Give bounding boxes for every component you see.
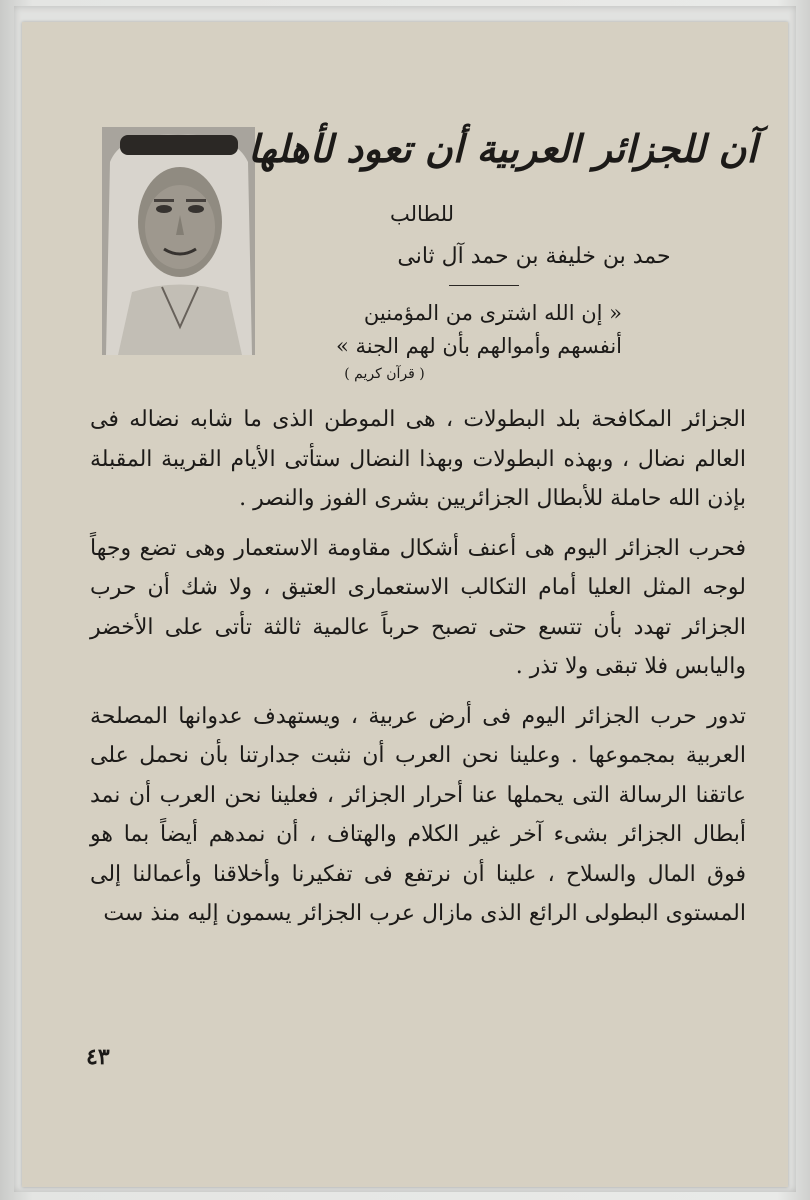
paragraph-3: تدور حرب الجزائر اليوم فى أرض عربية ، ويستهدف عدوانها المصلحة العربية بمجموعها . وعلينا نحن العرب أن نثبت جدارتنا بأن نحمل على عاتقنا الرسالة التى يحملها عنا أحرار الجزائر ، فعلينا نحن العرب أن نمد أبطال الجزائر بشىء آخر غير الكلام والهتاف ، أن نمدهم أيضاً بما هو فوق المال والسلاح ، علينا أن نرتفع فى تفكيرنا وأخلاقنا وأعمالنا إلى المستوى البطولى الرائع الذى مازال عرب الجزائر يسمون إليه منذ ست [90,703,746,926]
author-underline [449,285,519,286]
document-page [22,22,788,1187]
article-body [90,400,746,944]
page-number: ٤٣ [86,1044,110,1070]
portrait-image [102,127,255,355]
verse-line-2: أنفسهم وأموالهم بأن لهم الجنة » [336,334,622,358]
byline-label: للطالب [390,202,454,226]
article-title: آن للجزائر العربية أن تعود لأهلها [247,126,757,171]
verse-source: ( قرآن كريم ) [344,366,425,382]
author-name: حمد بن خليفة بن حمد آل ثانى [397,244,671,269]
paragraph-1: الجزائر المكافحة بلد البطولات ، هى الموطن الذى ما شابه نضاله فى العالم نضال ، وبهذه البطولات وبهذا النضال ستأتى الأيام القريبة المقبلة بإذن الله حاملة للأبطال الجزائريين بشرى الفوز والنصر . [90,407,746,511]
quran-verse [292,297,622,363]
paragraph-2: فحرب الجزائر اليوم هى أعنف أشكال مقاومة الاستعمار وهى تضع وجهاً لوجه المثل العليا أمام التكالب الاستعمارى العتيق ، ولا شك أن حرب الجزائر تهدد بأن تتسع حتى تصبح حرباً عالمية ثالثة تأتى على الأخضر واليابس فلا تبقى ولا تذر . [90,535,746,679]
verse-line-1: « إن الله اشترى من المؤمنين [363,301,622,325]
author-photo [102,127,255,355]
